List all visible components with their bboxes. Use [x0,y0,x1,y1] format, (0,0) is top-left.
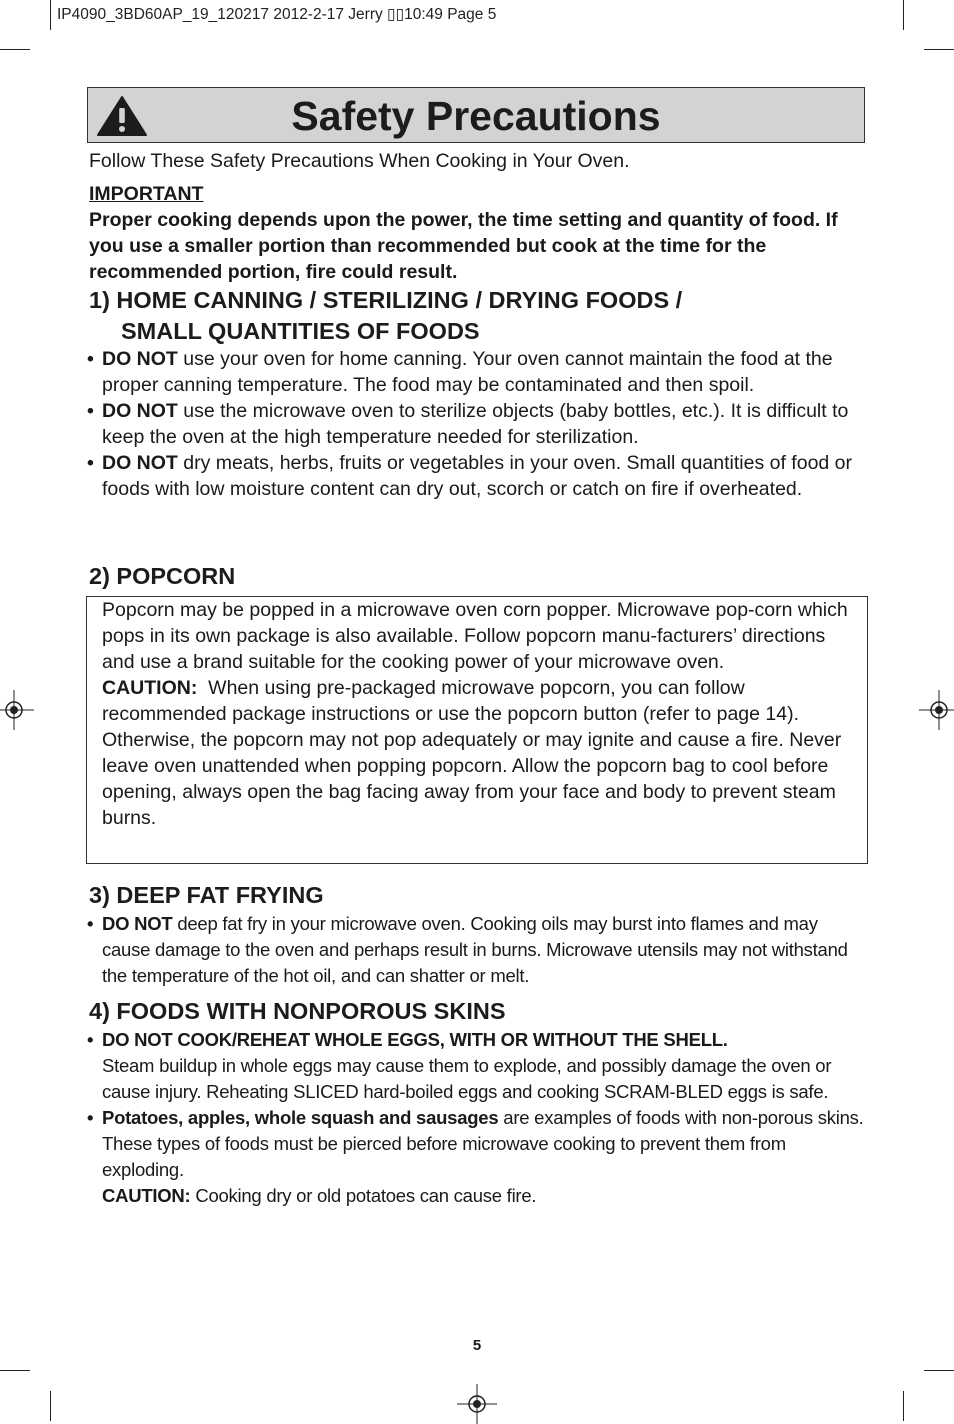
popcorn-box [86,596,868,864]
crop-mark [924,49,954,50]
bold-lead: DO NOT [102,400,178,422]
section-heading: 2) POPCORN [89,563,236,589]
crop-mark [0,1370,30,1371]
intro-text: Follow These Safety Precautions When Cooking in Your Oven. [89,150,630,172]
bold-lead: DO NOT [102,913,173,934]
item-text: Steam buildup in whole eggs may cause them to explode, and possibly damage the oven or cause injury. Reheating SLICED hard-boiled eggs and cooking SCRAM-BLED eggs is safe. [102,1055,832,1102]
list-item: • DO NOT COOK/REHEAT WHOLE EGGS, WITH OR WITHOUT THE SHELL. Steam buildup in whole eggs may cause them to explode, and possibly damage the oven or cause injury. Reheating SLICED hard-boiled eggs and cooking SCRAM-BLED eggs is safe. [87,1029,832,1102]
popcorn-paragraph: Popcorn may be popped in a microwave oven corn popper. Microwave pop-corn which pops in its own package is also available. Follow popcorn manu-facturers’ directions and use a brand suitable for the cooking power of your microwave oven. [102,599,848,673]
crop-mark [50,1391,51,1421]
section-home-canning [89,285,869,502]
item-text: use your oven for home canning. Your oven cannot maintain the food at the proper canning temperature. The food may be contaminated and then spoil. [102,348,833,396]
crop-mark [0,49,30,50]
crop-mark [903,0,904,30]
caution-text: When using pre-packaged microwave popcorn, you can follow recommended package instructions or use the popcorn button (refer to page 14). Otherwise, the popcorn may not pop adequately or may ignite and cause a fire. Never leave oven unattended when popping popcorn. Allow the popcorn bag to cool before opening, always open the bag facing away from your face and body to prevent steam burns. [102,677,847,829]
bold-lead: DO NOT [102,452,178,474]
list-item: • DO NOT use the microwave oven to sterilize objects (baby bottles, etc.). It is difficult to keep the oven at the high temperature needed for sterilization. [87,400,849,448]
caution-label: CAUTION: [102,677,198,699]
heading-line: SMALL QUANTITIES OF FOODS [121,318,480,344]
page-number: 5 [472,1337,482,1354]
item-text: are examples of foods with non-porous skins. These types of foods must be pierced before microwave cooking to prevent them from exploding. [102,1107,864,1180]
caution-text: Cooking dry or old potatoes can cause fire. [190,1185,537,1206]
caution-label: CAUTION: [102,1185,191,1206]
list-item: • Potatoes, apples, whole squash and sausages are examples of foods with non-porous skins. These types of foods must be pierced before microwave cooking to prevent them from exploding. CAUTION: Cooking dry or old potatoes can cause fire. [87,1107,864,1206]
list-item: • DO NOT dry meats, herbs, fruits or vegetables in your oven. Small quantities of food or foods with low moisture content can dry out, scorch or catch on fire if overheated. [87,452,853,500]
list-item: • DO NOT use your oven for home canning. Your oven cannot maintain the food at the proper canning temperature. The food may be contaminated and then spoil. [87,348,833,396]
bold-lead: DO NOT COOK/REHEAT WHOLE EGGS, WITH OR WITHOUT THE SHELL. [102,1029,728,1050]
bold-lead: DO NOT [102,348,178,370]
crop-mark [924,1370,954,1371]
print-slug: IP4090_3BD60AP_19_120217 2012-2-17 Jerry ▯▯10:49 Page 5 [57,6,497,23]
bold-lead: Potatoes, apples, whole squash and sausages [102,1107,499,1128]
list-item: • DO NOT deep fat fry in your microwave oven. Cooking oils may burst into flames and may cause damage to the oven and perhaps result in burns. Microwave utensils may not withstand the temperature of the hot oil, and can shatter or melt. [87,913,848,986]
registration-mark-icon [0,690,34,730]
section-nonporous-skins [89,996,869,1209]
item-text: use the microwave oven to sterilize objects (baby bottles, etc.). It is difficult to keep the oven at the high temperature needed for sterilization. [102,400,849,448]
title-banner [87,87,865,143]
item-text: dry meats, herbs, fruits or vegetables in your oven. Small quantities of food or foods with low moisture content can dry out, scorch or catch on fire if overheated. [102,452,853,500]
registration-mark-icon [919,690,954,730]
important-label: IMPORTANT [89,183,204,205]
section-deep-fat-frying [89,880,869,989]
important-text: Proper cooking depends upon the power, the time setting and quantity of food. If you use a smaller portion than recommended but cook at the time for the recommended portion, fire could result. [89,209,838,283]
popcorn-text [102,597,862,831]
section-heading: 4) FOODS WITH NONPOROUS SKINS [89,998,506,1024]
section-heading: 3) DEEP FAT FRYING [89,882,324,908]
registration-mark-icon [457,1384,497,1424]
item-text: deep fat fry in your microwave oven. Cooking oils may burst into flames and may cause damage to the oven and perhaps result in burns. Microwave utensils may not withstand the temperature of the hot oil, and can shatter or melt. [102,913,848,986]
crop-mark [50,0,51,30]
heading-line: 1) HOME CANNING / STERILIZING / DRYING FOODS / [89,287,683,313]
popcorn-caution [102,675,862,831]
section-heading [89,285,869,347]
page-title: Safety Precautions [291,93,661,139]
crop-mark [903,1391,904,1421]
